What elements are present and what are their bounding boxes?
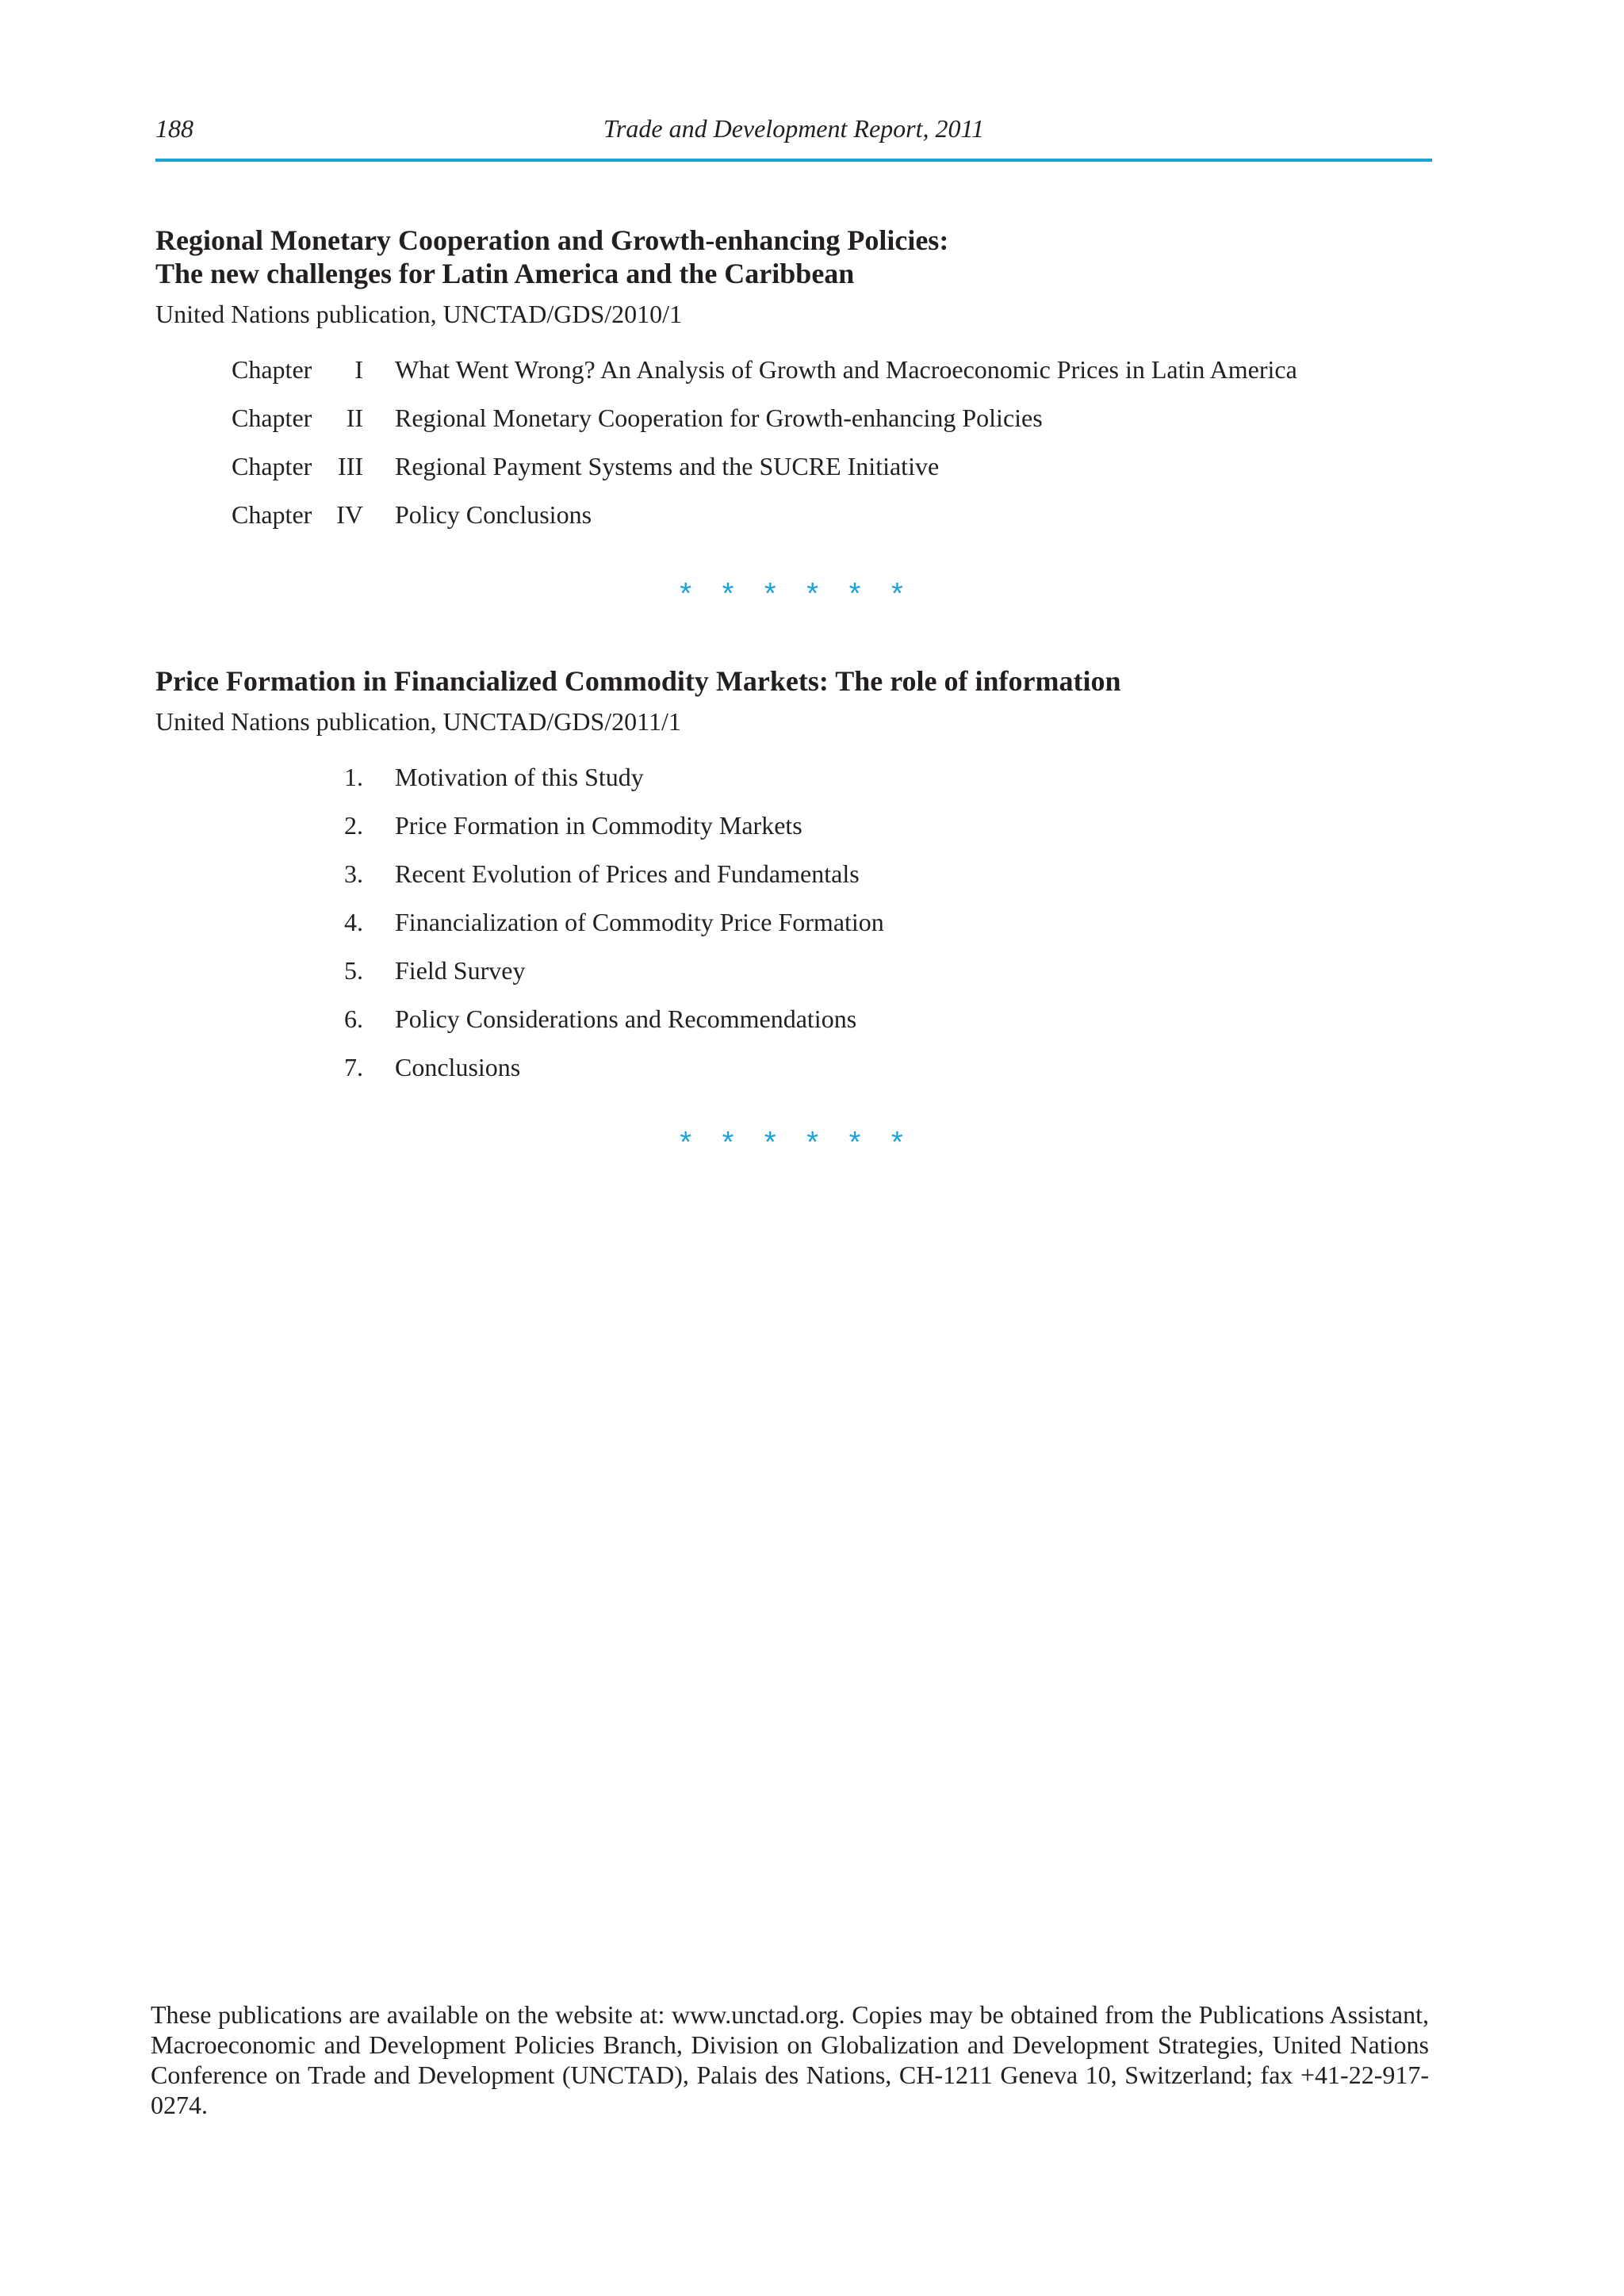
chapter-title: What Went Wrong? An Analysis of Growth and Macroeconomic Prices in Latin America [395,355,1297,384]
publication-title-line: Regional Monetary Cooperation and Growth-enhancing Policies: [155,224,949,256]
chapter-list [155,346,1432,539]
chapter-title: Policy Conclusions [395,500,592,529]
item-title: Motivation of this Study [395,763,644,791]
chapter-item [155,346,1432,394]
chapter-number: II [346,404,363,432]
item-title: Price Formation in Commodity Markets [395,811,802,840]
item-number: 4. [344,908,363,936]
publication-title [155,224,1432,290]
chapter-title: Regional Payment Systems and the SUCRE Initiative [395,452,940,480]
publication-reference: United Nations publication, UNCTAD/GDS/2011/1 [155,707,681,736]
contents-item [155,753,1432,802]
chapter-word: Chapter [232,355,312,384]
running-title: Trade and Development Report, 2011 [603,114,985,143]
item-number: 6. [344,1004,363,1033]
chapter-number: III [338,452,363,480]
item-number: 7. [344,1053,363,1081]
chapter-item [155,394,1432,442]
contents-item [155,1043,1432,1092]
contents-item [155,995,1432,1043]
publication-reference: United Nations publication, UNCTAD/GDS/2010/1 [155,300,683,328]
item-title: Conclusions [395,1053,521,1081]
chapter-word: Chapter [232,452,312,480]
section-separator: * * * * * * [680,577,914,610]
chapter-item [155,442,1432,491]
publication-title-line: Price Formation in Financialized Commodity Markets: The role of information [155,665,1121,697]
item-number: 3. [344,859,363,888]
contents-list [155,753,1432,1092]
running-header [155,111,1432,162]
publication-title [155,664,1432,698]
contents-item [155,947,1432,995]
contents-item [155,802,1432,850]
chapter-word: Chapter [232,404,312,432]
contents-item [155,898,1432,947]
item-title: Financialization of Commodity Price Formation [395,908,884,936]
page-number: 188 [155,114,193,143]
chapter-item [155,491,1432,539]
chapter-number: IV [336,500,363,529]
item-title: Field Survey [395,956,526,985]
publication-title-line: The new challenges for Latin America and the Caribbean [155,258,855,289]
item-title: Recent Evolution of Prices and Fundamentals [395,859,860,888]
section-separator: * * * * * * [680,1126,914,1159]
item-title: Policy Considerations and Recommendations [395,1004,857,1033]
chapter-number: I [354,355,363,384]
contents-item [155,850,1432,898]
item-number: 5. [344,956,363,985]
publication-regional-monetary-cooperation [155,224,1432,552]
chapter-word: Chapter [232,500,312,529]
item-number: 1. [344,763,363,791]
publication-price-formation [155,664,1432,1104]
chapter-title: Regional Monetary Cooperation for Growth-enhancing Policies [395,404,1043,432]
availability-note: These publications are available on the website at: www.unctad.org. Copies may be obtained from the Publications Assistant, Macroeconomic and Development Policies Branch, Division on Globalization and Development Strategies, United Nations Conference on Trade and Development (UNCTAD), Palais des Nations, CH-1211 Geneva 10, Switzerland; fax +41-22-917-0274. [151,2000,1429,2119]
item-number: 2. [344,811,363,840]
